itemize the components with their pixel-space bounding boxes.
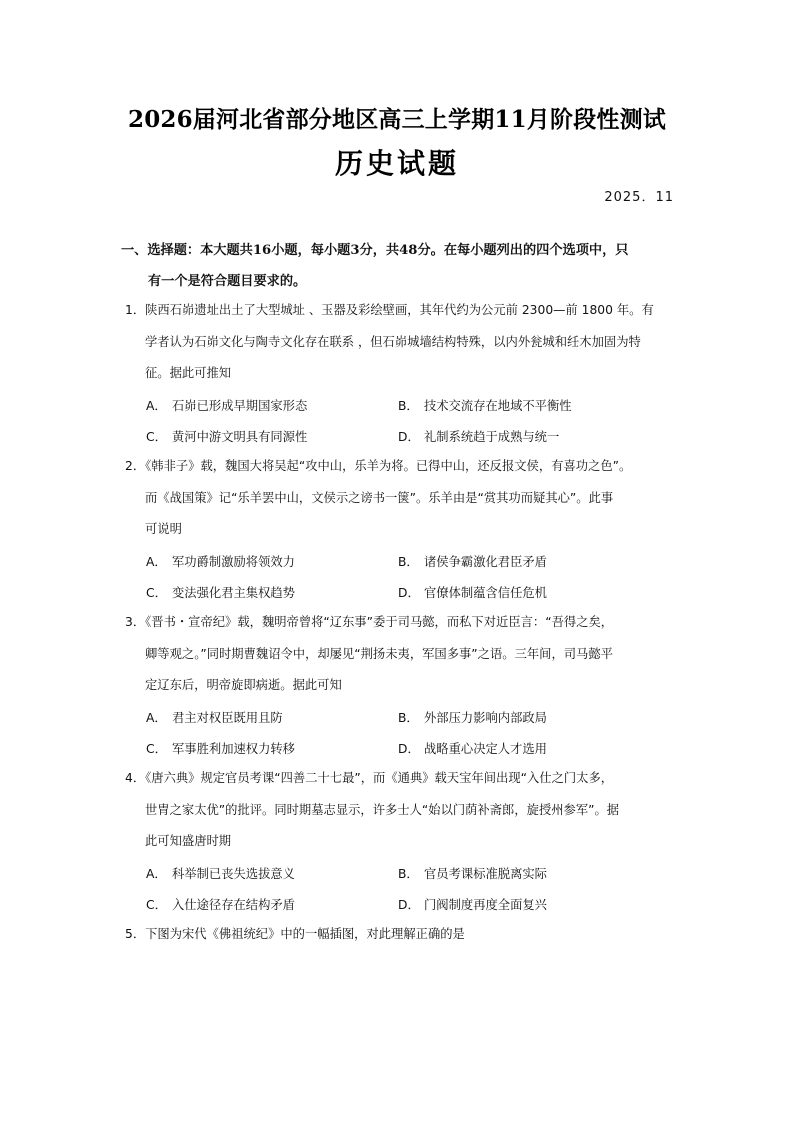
option-text: 官僚体制蕴含信任危机 <box>424 586 547 600</box>
question-4 <box>125 763 685 858</box>
option-text: 外部压力影响内部政局 <box>424 711 547 725</box>
question-text-line: 1．陕西石峁遗址出土了大型城址 、玉器及彩绘壁画，其年代约为公元前 2300—前 1800 年。有 <box>125 303 654 317</box>
option-b <box>398 396 572 414</box>
exam-subject-title: 历史试题 <box>334 147 459 180</box>
option-text: 入仕途径存在结构矛盾 <box>172 898 295 912</box>
question-text-line: 卿等观之。”同时期曹魏诏令中，却屡见“荆扬未夷，军国多事”之语。三年间，司马懿平 <box>145 646 613 661</box>
option-d <box>398 583 547 601</box>
question-text-line: 2．《韩非子》载，魏国大将吴起“攻中山，乐羊为将。已得中山，还反报文侯，有喜功之色”。 <box>125 459 632 473</box>
exam-title: 2026届河北省部分地区高三上学期11月阶段性测试 <box>127 106 667 133</box>
question-text-line: 3．《晋书・宣帝纪》载，魏明帝曾将“辽东事”委于司马懿，而私下对近臣言：“吾得之矣， <box>125 615 614 629</box>
option-a <box>146 396 307 414</box>
question-5 <box>125 919 685 951</box>
option-a <box>146 552 295 570</box>
option-d <box>398 895 547 913</box>
option-text: 官员考课标准脱离实际 <box>424 867 547 881</box>
option-letter: A． <box>146 867 167 881</box>
option-letter: C． <box>146 586 167 600</box>
option-text: 科举制已丧失选拔意义 <box>172 867 295 881</box>
option-letter: D． <box>398 898 420 912</box>
option-letter: D． <box>398 430 420 444</box>
option-c <box>146 427 307 445</box>
question-text-line: 世胄之家太优”的批评。同时期墓志显示，许多士人“始以门荫补斋郎，旋授州参军”。据 <box>145 802 620 817</box>
question-text-line: 此可知盛唐时期 <box>145 834 232 848</box>
option-b <box>398 864 547 882</box>
question-text-line: 可说明 <box>145 522 182 536</box>
option-letter: B． <box>398 399 419 413</box>
option-c <box>146 739 295 757</box>
option-a <box>146 708 283 726</box>
question-2 <box>125 451 685 546</box>
question-text-line: 学者认为石峁文化与陶寺文化存在联系 ，但石峁城墙结构特殊，以内外瓮城和纴木加固为特 <box>145 334 641 349</box>
option-text: 石峁已形成早期国家形态 <box>172 399 308 413</box>
option-letter: A． <box>146 399 167 413</box>
option-letter: B． <box>398 711 419 725</box>
option-b <box>398 552 547 570</box>
option-text: 黄河中游文明具有同源性 <box>172 430 308 444</box>
exam-date: 2025．11 <box>604 190 674 205</box>
option-d <box>398 739 547 757</box>
section-instructions-line: 有一个是符合题目要求的。 <box>148 274 307 289</box>
question-text-line: 而《战国策》记“乐羊罢中山，文侯示之谤书一箧”。乐羊由是“赏其功而疑其心”。此事 <box>145 490 614 505</box>
question-text-line: 5．下图为宋代《佛祖统纪》中的一幅插图，对此理解正确的是 <box>125 927 465 941</box>
question-1 <box>125 295 685 390</box>
option-text: 变法强化君主集权趋势 <box>172 586 295 600</box>
section-instructions-line: 一、选择题：本大题共16小题，每小题3分，共48分。在每小题列出的四个选项中，只 <box>121 243 629 258</box>
option-c <box>146 583 295 601</box>
option-letter: D． <box>398 586 420 600</box>
option-text: 军事胜利加速权力转移 <box>172 742 295 756</box>
option-letter: D． <box>398 742 420 756</box>
option-text: 诸侯争霸激化君臣矛盾 <box>424 555 547 569</box>
option-text: 技术交流存在地域不平衡性 <box>424 399 572 413</box>
option-text: 礼制系统趋于成熟与统一 <box>424 430 560 444</box>
option-letter: B． <box>398 555 419 569</box>
option-c <box>146 895 295 913</box>
question-text-line: 征。据此可推知 <box>145 366 232 380</box>
option-text: 军功爵制激励将领效力 <box>172 555 295 569</box>
option-letter: A． <box>146 711 167 725</box>
option-letter: C． <box>146 898 167 912</box>
option-d <box>398 427 559 445</box>
option-text: 君主对权臣既用且防 <box>172 711 283 725</box>
question-text-line: 定辽东后，明帝旋即病逝。据此可知 <box>145 678 342 692</box>
option-letter: A． <box>146 555 167 569</box>
option-text: 门阀制度再度全面复兴 <box>424 898 547 912</box>
option-text: 战略重心决定人才选用 <box>424 742 547 756</box>
option-letter: B． <box>398 867 419 881</box>
option-letter: C． <box>146 430 167 444</box>
section-instructions <box>121 235 681 297</box>
question-text-line: 4．《唐六典》规定官员考课“四善二十七最”，而《通典》载天宝年间出现“入仕之门太多， <box>125 771 614 785</box>
option-letter: C． <box>146 742 167 756</box>
question-3 <box>125 607 685 702</box>
option-b <box>398 708 547 726</box>
option-a <box>146 864 295 882</box>
